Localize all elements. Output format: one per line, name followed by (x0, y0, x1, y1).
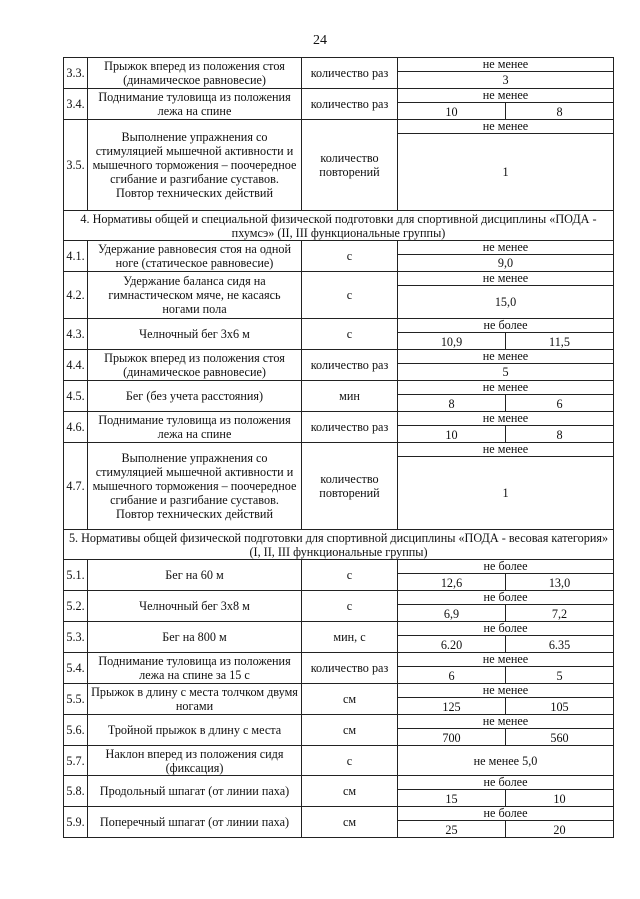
norm-value-boys: 25 (398, 821, 506, 837)
exercise-name: Поднимание туловища из положения лежа на спине за 15 с (88, 653, 302, 684)
norm-value-cell (398, 272, 614, 319)
table-row (64, 89, 614, 120)
unit-cell: количество раз (302, 89, 398, 120)
row-number: 3.3. (64, 58, 88, 89)
norm-value-cell (398, 591, 614, 622)
unit-cell: количество раз (302, 58, 398, 89)
row-number: 5.9. (64, 807, 88, 838)
table-row (64, 746, 614, 776)
norm-condition: не более (398, 560, 613, 574)
row-number: 5.6. (64, 715, 88, 746)
unit-cell: см (302, 715, 398, 746)
exercise-name: Поднимание туловища из положения лежа на спине (88, 412, 302, 443)
norm-value-cell (398, 120, 614, 211)
table-row (64, 381, 614, 412)
exercise-name: Наклон вперед из положения сидя (фиксация) (88, 746, 302, 776)
norm-value-girls: 10 (553, 792, 566, 806)
section-header-row (64, 211, 614, 241)
norm-values (398, 286, 613, 318)
exercise-name: Поперечный шпагат (от линии паха) (88, 807, 302, 838)
exercise-name: Поднимание туловища из положения лежа на спине (88, 89, 302, 120)
row-number: 3.4. (64, 89, 88, 120)
norm-value-cell (398, 684, 614, 715)
norm-condition: не менее (398, 381, 613, 395)
table-row (64, 776, 614, 807)
exercise-name: Челночный бег 3х6 м (88, 319, 302, 350)
norm-split (398, 103, 613, 119)
norm-value-boys: 12,6 (398, 574, 506, 590)
norm-value-cell (398, 807, 614, 838)
norm-values (398, 72, 613, 88)
norm-condition: не более (398, 807, 613, 821)
norm-values (398, 255, 613, 271)
norm-condition: не менее (398, 272, 613, 286)
norm-value-boys: 125 (398, 698, 506, 714)
norm-value-cell (398, 560, 614, 591)
exercise-name: Прыжок вперед из положения стоя (динамическое равновесие) (88, 58, 302, 89)
table-row (64, 350, 614, 381)
row-number: 4.3. (64, 319, 88, 350)
norm-split (398, 605, 613, 621)
norm-value-boys: 6.20 (398, 636, 506, 652)
row-number: 4.7. (64, 443, 88, 530)
exercise-name: Челночный бег 3х8 м (88, 591, 302, 622)
norm-condition: не менее (398, 653, 613, 667)
norm-split (398, 790, 613, 806)
unit-cell: с (302, 746, 398, 776)
norm-value: 1 (502, 165, 509, 179)
row-number: 5.4. (64, 653, 88, 684)
table-row (64, 120, 614, 211)
norm-value-cell (398, 319, 614, 350)
norm-values (398, 134, 613, 210)
row-number: 5.2. (64, 591, 88, 622)
norm-values (398, 103, 613, 119)
row-number: 5.7. (64, 746, 88, 776)
norm-value-cell (398, 350, 614, 381)
norm-values (398, 729, 613, 745)
table-row (64, 653, 614, 684)
norm-values (398, 395, 613, 411)
norm-values (398, 364, 613, 380)
norm-value-cell (398, 746, 614, 776)
unit-cell: см (302, 776, 398, 807)
norm-values (398, 667, 613, 683)
unit-cell: с (302, 241, 398, 272)
norm-value-girls: 105 (550, 700, 569, 714)
norm-split (398, 395, 613, 411)
unit-cell: с (302, 591, 398, 622)
exercise-name: Бег на 60 м (88, 560, 302, 591)
exercise-name: Выполнение упражнения со стимуляцией мышечной активности и мышечного торможения – поочередное сгибание и разгибание суставов. Повтор технических действий (88, 443, 302, 530)
unit-cell: количество повторений (302, 443, 398, 530)
row-number: 5.8. (64, 776, 88, 807)
table-row (64, 272, 614, 319)
norm-values (398, 605, 613, 621)
table-row (64, 319, 614, 350)
norm-value: 3 (502, 73, 509, 87)
norm-value-girls: 20 (553, 823, 566, 837)
norm-value-boys: 6,9 (398, 605, 506, 621)
section-title: 5. Нормативы общей физической подготовки для спортивной дисциплины «ПОДА - весовая категория» (I, II, III функциональные группы) (64, 530, 614, 560)
row-number: 4.2. (64, 272, 88, 319)
unit-cell: мин (302, 381, 398, 412)
norm-values (398, 426, 613, 442)
row-number: 4.4. (64, 350, 88, 381)
exercise-name: Бег на 800 м (88, 622, 302, 653)
unit-cell: количество раз (302, 350, 398, 381)
norm-value-cell (398, 653, 614, 684)
norm-values (398, 821, 613, 837)
norm-condition: не менее (398, 241, 613, 255)
norm-split (398, 698, 613, 714)
norm-condition: не менее (398, 350, 613, 364)
norm-value-cell (398, 89, 614, 120)
norm-value-cell (398, 58, 614, 89)
norm-condition: не менее (398, 120, 613, 134)
exercise-name: Прыжок в длину с места толчком двумя ногами (88, 684, 302, 715)
table-row (64, 241, 614, 272)
page-number: 24 (313, 33, 327, 48)
unit-cell: количество повторений (302, 120, 398, 211)
exercise-name: Выполнение упражнения со стимуляцией мышечной активности и мышечного торможения – поочередное сгибание и разгибание суставов. Повтор технических действий (88, 120, 302, 211)
unit-cell: с (302, 319, 398, 350)
norm-value-girls: 7,2 (551, 607, 568, 621)
norm-value-cell (398, 412, 614, 443)
norm-value: 1 (502, 486, 509, 500)
row-number: 4.1. (64, 241, 88, 272)
norm-values (398, 698, 613, 714)
norm-condition: не менее (398, 412, 613, 426)
row-number: 4.6. (64, 412, 88, 443)
norm-condition: не менее (398, 443, 613, 457)
norm-value-boys: 15 (398, 790, 506, 806)
norm-split (398, 667, 613, 683)
norm-value: 5 (502, 365, 509, 379)
exercise-name: Продольный шпагат (от линии паха) (88, 776, 302, 807)
unit-cell: количество раз (302, 653, 398, 684)
norm-values (398, 333, 613, 349)
norm-value: 15,0 (494, 295, 517, 309)
norm-single-value: не менее 5,0 (473, 753, 538, 768)
table-row (64, 807, 614, 838)
norm-values (398, 790, 613, 806)
norm-values (398, 457, 613, 529)
norm-condition: не более (398, 776, 613, 790)
norm-condition: не менее (398, 89, 613, 103)
norm-value-girls: 13,0 (548, 576, 571, 590)
norm-value-girls: 6 (556, 397, 563, 411)
norm-value-girls: 8 (556, 428, 563, 442)
norm-value-girls: 6.35 (548, 638, 571, 652)
unit-cell: см (302, 807, 398, 838)
norms-table (63, 57, 614, 838)
norm-condition: не менее (398, 684, 613, 698)
norm-value-boys: 10,9 (398, 333, 506, 349)
unit-cell: с (302, 272, 398, 319)
table-row (64, 560, 614, 591)
norm-condition: не более (398, 319, 613, 333)
norm-values (398, 574, 613, 590)
norm-value-girls: 5 (556, 669, 563, 683)
norm-value-cell (398, 443, 614, 530)
norm-value-girls: 560 (550, 731, 569, 745)
exercise-name: Тройной прыжок в длину с места (88, 715, 302, 746)
norm-condition: не менее (398, 58, 613, 72)
unit-cell: с (302, 560, 398, 591)
norm-condition: не более (398, 591, 613, 605)
table-row (64, 591, 614, 622)
row-number: 3.5. (64, 120, 88, 211)
table-row (64, 622, 614, 653)
norm-value-cell (398, 776, 614, 807)
norm-condition: не более (398, 622, 613, 636)
norm-values (398, 636, 613, 652)
norm-value-cell (398, 381, 614, 412)
section-title: 4. Нормативы общей и специальной физической подготовки для спортивной дисциплины «ПОДА - пхумсэ» (II, III функциональные группы) (64, 211, 614, 241)
norm-value-cell (398, 715, 614, 746)
exercise-name: Удержание баланса сидя на гимнастическом мяче, не касаясь ногами пола (88, 272, 302, 319)
table-row (64, 443, 614, 530)
norm-split (398, 426, 613, 442)
norm-value-boys: 10 (398, 426, 506, 442)
norm-split (398, 729, 613, 745)
unit-cell: см (302, 684, 398, 715)
table-row (64, 715, 614, 746)
row-number: 4.5. (64, 381, 88, 412)
norm-value-boys: 8 (398, 395, 506, 411)
exercise-name: Удержание равновесия стоя на одной ноге (статическое равновесие) (88, 241, 302, 272)
unit-cell: количество раз (302, 412, 398, 443)
norm-split (398, 333, 613, 349)
exercise-name: Прыжок вперед из положения стоя (динамическое равновесие) (88, 350, 302, 381)
norm-value-girls: 11,5 (549, 335, 570, 349)
exercise-name: Бег (без учета расстояния) (88, 381, 302, 412)
table-row (64, 58, 614, 89)
unit-cell: мин, с (302, 622, 398, 653)
row-number: 5.5. (64, 684, 88, 715)
norm-split (398, 821, 613, 837)
table-row (64, 412, 614, 443)
norm-condition: не менее (398, 715, 613, 729)
norm-value-cell (398, 241, 614, 272)
section-header-row (64, 530, 614, 560)
row-number: 5.3. (64, 622, 88, 653)
norm-split (398, 574, 613, 590)
norm-value: 9,0 (497, 256, 514, 270)
norm-value-girls: 8 (556, 105, 563, 119)
norm-value-boys: 6 (398, 667, 506, 683)
norm-value-boys: 10 (398, 103, 506, 119)
norm-value-boys: 700 (398, 729, 506, 745)
norm-value-cell (398, 622, 614, 653)
table-row (64, 684, 614, 715)
row-number: 5.1. (64, 560, 88, 591)
norm-split (398, 636, 613, 652)
